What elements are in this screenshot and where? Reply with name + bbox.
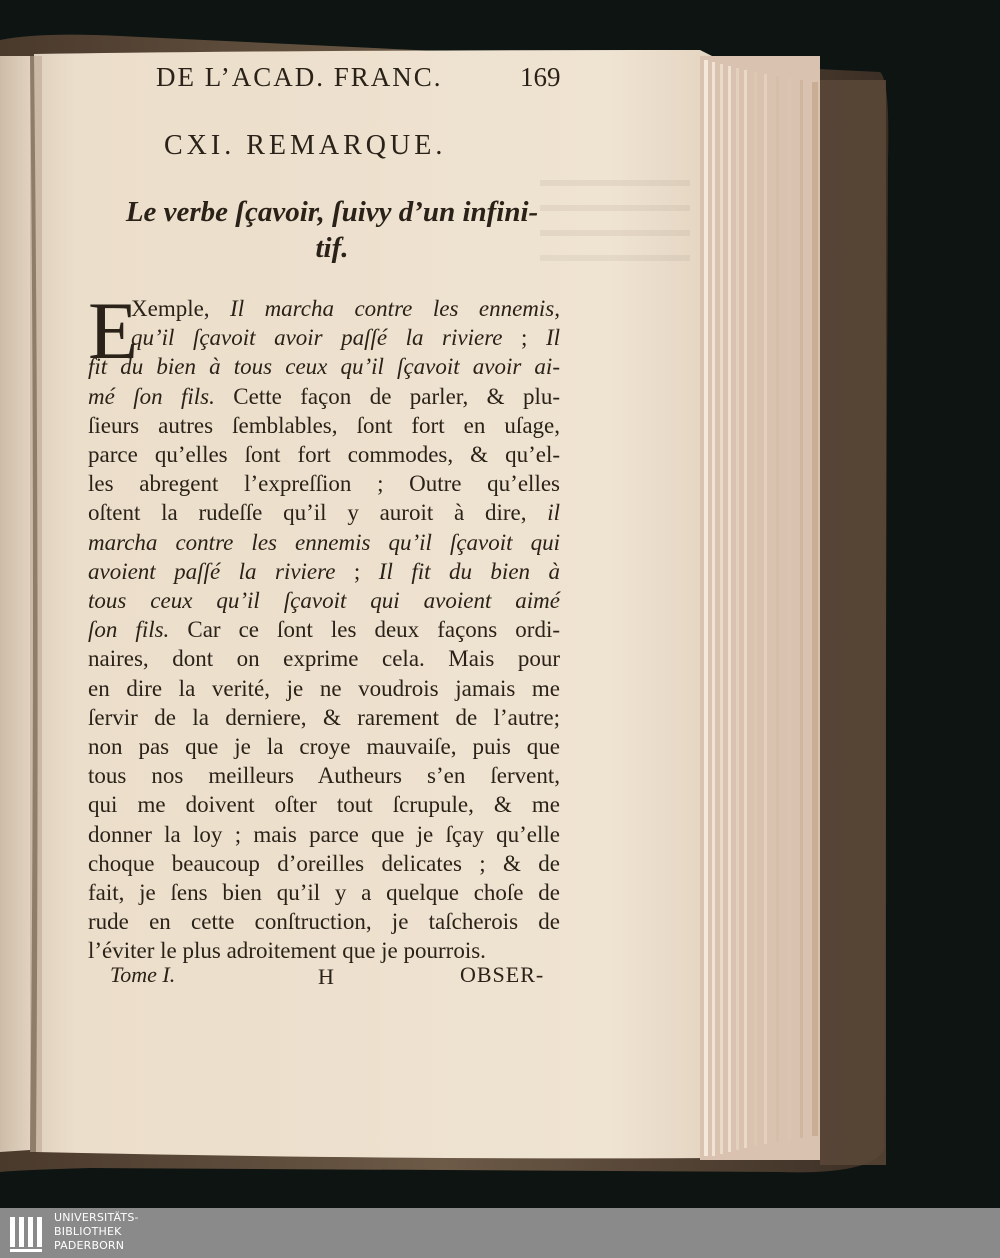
body-text-segment: choque beaucoup d’oreilles delicates ; & de <box>88 850 560 876</box>
body-text-segment: parce qu’elles ſont fort commodes, & qu’el- <box>88 442 560 467</box>
body-text-segment: Il fit du bien à <box>378 558 561 584</box>
running-head: DE L’ACAD. FRANC. <box>156 62 443 92</box>
body-text-segment: ſervir de la derniere, & rarement de l’autre; <box>88 704 560 730</box>
body-line <box>88 674 560 703</box>
catchword: OBSER- <box>460 962 545 987</box>
page-number: 169 <box>520 62 561 92</box>
body-line <box>88 382 560 411</box>
body-text-segment: oſtent la rudeſſe qu’il y auroit à dire, <box>88 500 548 526</box>
library-name-line: BIBLIOTHEK <box>54 1225 122 1238</box>
signature-mark: H <box>318 964 334 989</box>
body-line <box>88 586 560 615</box>
body-line <box>88 790 560 819</box>
page-edges <box>700 56 820 1160</box>
body-text-segment: ; <box>335 558 379 584</box>
gutter-shadow <box>30 56 42 1152</box>
body-text-segment: avoient paſſé la riviere <box>88 558 336 584</box>
library-name <box>54 1211 139 1253</box>
body-text-segment: qui me doivent oſter tout ſcrupule, & me <box>88 792 560 818</box>
body-text-segment: l’éviter le plus adroitement que je pourrois. <box>88 938 486 964</box>
library-footer <box>0 1208 1000 1258</box>
body-line <box>88 615 560 644</box>
body-line <box>131 294 560 323</box>
body-line <box>88 440 560 469</box>
body-text-segment: Cette façon de parler, & plu- <box>214 383 560 409</box>
library-name-line: PADERBORN <box>54 1239 125 1252</box>
body-text-segment: mé ſon fils. <box>88 383 215 409</box>
body-text-segment: fit du bien à tous ceux qu’il ſçavoit avoir ai- <box>88 354 560 380</box>
body-text-segment: naires, dont on exprime cela. Mais pour <box>88 646 560 672</box>
library-logo-icon <box>8 1214 48 1254</box>
body-text-segment: rude en cette conſtruction, je taſcherois de <box>88 909 560 935</box>
body-text-segment: en dire la verité, je ne voudrois jamais me <box>88 675 560 701</box>
drop-cap: E <box>88 285 139 376</box>
body-line <box>88 878 560 907</box>
body-text-segment: Il marcha contre les ennemis, <box>230 296 560 321</box>
cover-texture <box>820 80 886 1165</box>
body-line <box>88 528 560 557</box>
body-text-segment: donner la loy ; mais parce que je ſçay qu’elle <box>88 821 560 847</box>
body-text-segment: Car ce ſont les deux façons ordi- <box>169 617 560 643</box>
body-text-segment: il <box>547 500 560 526</box>
body-text-segment: non pas que je la croye mauvaiſe, puis que <box>88 734 560 759</box>
body-line <box>88 761 560 790</box>
signature: Tome I. <box>110 962 176 987</box>
title-line: tif. <box>315 232 349 264</box>
body-line <box>88 820 560 849</box>
body-text-segment: ſon fils. <box>88 617 170 643</box>
body-line <box>88 469 560 498</box>
library-name-line: UNIVERSITÄTS- <box>54 1211 139 1224</box>
title-line: Le verbe ſçavoir, ſuivy d’un infini- <box>125 196 539 228</box>
body-line <box>88 732 560 761</box>
body-line <box>88 557 560 586</box>
body-line <box>88 644 560 673</box>
body-line <box>88 411 560 440</box>
body-text-segment: ſieurs autres ſemblables, ſont fort en uſage, <box>88 412 560 438</box>
body-line <box>88 849 560 878</box>
body-text-segment: ; <box>502 325 546 351</box>
body-text-segment: tous nos meilleurs Autheurs s’en ſervent, <box>88 763 560 789</box>
body-line <box>88 352 560 381</box>
body-text-segment: qu’il ſçavoit avoir paſſé la riviere <box>131 325 503 351</box>
body-text-segment: Il <box>545 325 560 351</box>
body-text-segment: les abregent l’expreſſion ; Outre qu’elles <box>88 471 560 497</box>
body-line <box>88 703 560 732</box>
body-text-segment: tous ceux qu’il ſçavoit qui avoient aimé <box>88 588 560 613</box>
body-line <box>88 907 560 936</box>
section-heading: CXI. REMARQUE. <box>164 130 447 161</box>
body-text-segment: fait, je ſens bien qu’il y a quelque choſe de <box>88 880 560 905</box>
body-text-segment: Xemple, <box>131 296 231 321</box>
body-line <box>131 323 560 352</box>
body-line <box>88 498 560 527</box>
left-page <box>0 56 33 1152</box>
body-text-segment: marcha contre les ennemis qu’il ſçavoit qui <box>88 529 560 555</box>
